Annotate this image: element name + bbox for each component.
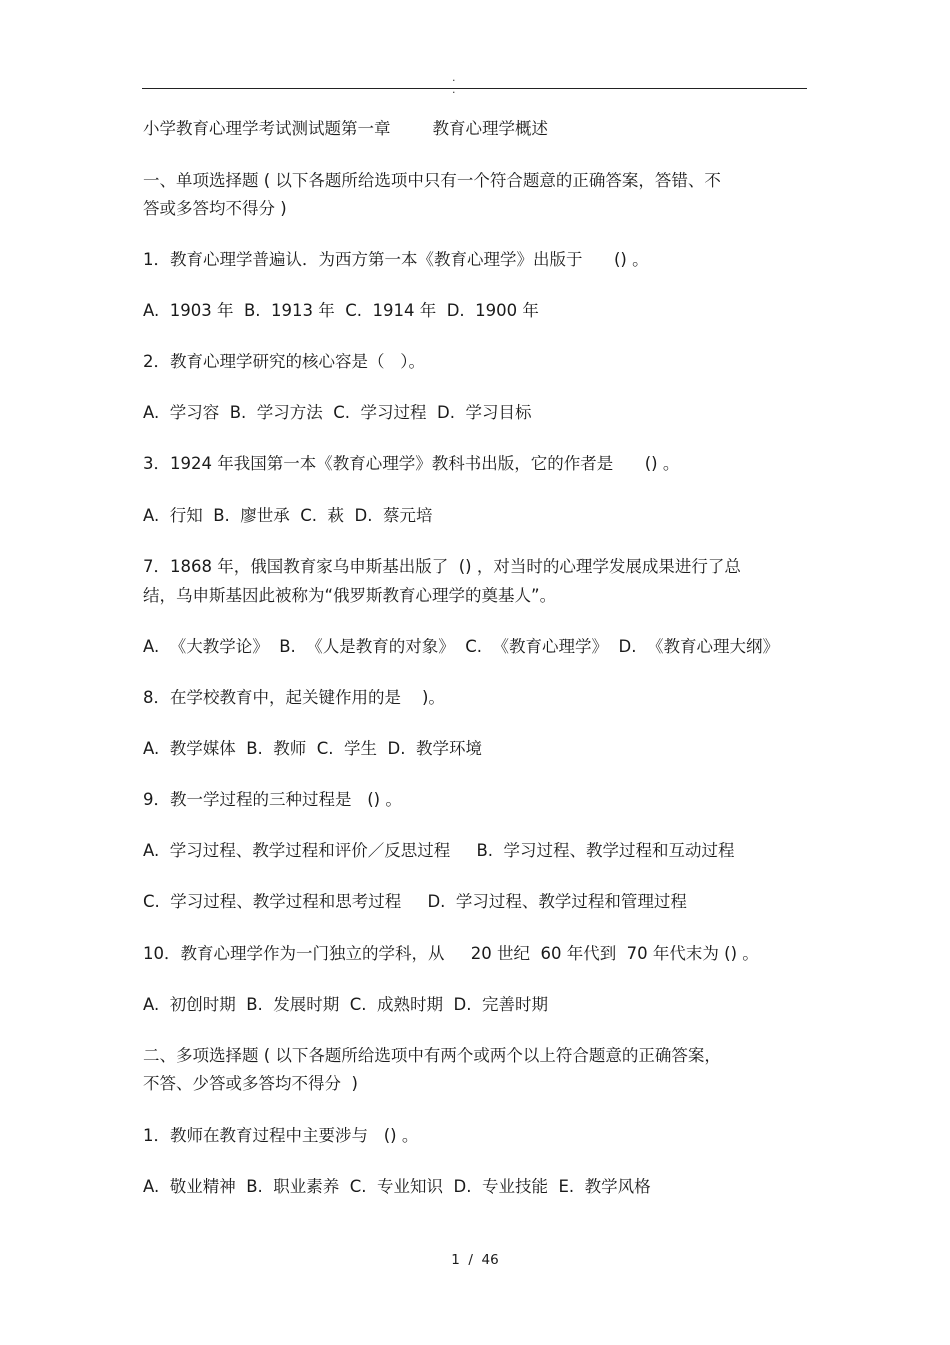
question-8: 8．在学校教育中，起关键作用的是 )。 [143, 688, 445, 707]
header-rule [142, 88, 807, 89]
page-header-dots: . . [452, 71, 470, 96]
question-9: 9．教一学过程的三种过程是 () 。 [143, 790, 402, 809]
options-3: A. 行知 B. 廖世承 C. 萩 D. 蔡元培 [143, 506, 433, 525]
question-10: 10．教育心理学作为一门独立的学科，从 20 世纪 60 年代到 70 年代末为 () 。 [143, 944, 759, 963]
section-heading-multi-choice-cont: 不答、少答或多答均不得分 ) [143, 1074, 358, 1093]
section-heading-single-choice-cont: 答或多答均不得分 ) [143, 199, 287, 218]
question-7: 7．1868 年，俄国教育家乌申斯基出版了 () ，对当时的心理学发展成果进行了总 [143, 557, 741, 576]
question-3: 3．1924 年我国第一本《教育心理学》教科书出版，它的作者是 () 。 [143, 454, 680, 473]
options-8: A. 教学媒体 B. 教师 C. 学生 D. 教学环境 [143, 739, 482, 758]
section-heading-multi-choice: 二、多项选择题 ( 以下各题所给选项中有两个或两个以上符合题意的正确答案， [143, 1046, 721, 1065]
question-7-cont: 结，乌申斯基因此被称为“俄罗斯教育心理学的奠基人”。 [143, 586, 557, 605]
question-2: 2．教育心理学研究的核心容是（ ）。 [143, 352, 425, 371]
options-1: A. 1903 年 B. 1913 年 C. 1914 年 D. 1900 年 [143, 301, 539, 320]
options-9-ab: A. 学习过程、教学过程和评价／反思过程 B. 学习过程、教学过程和互动过程 [143, 841, 735, 860]
options-2: A. 学习容 B. 学习方法 C. 学习过程 D. 学习目标 [143, 403, 532, 422]
question-1: 1．教育心理学普遍认．为西方第一本《教育心理学》出版于 () 。 [143, 250, 649, 269]
document-title: 小学教育心理学考试测试题第一章 教育心理学概述 [143, 119, 548, 138]
options-9-cd: C. 学习过程、教学过程和思考过程 D. 学习过程、教学过程和管理过程 [143, 892, 687, 911]
multi-question-1: 1．教师在教育过程中主要涉与 () 。 [143, 1126, 419, 1145]
multi-options-1: A. 敬业精神 B. 职业素养 C. 专业知识 D. 专业技能 E. 教学风格 [143, 1177, 651, 1196]
options-7: A. 《大教学论》 B. 《人是教育的对象》 C. 《教育心理学》 D. 《教育心理大纲》 [143, 637, 779, 656]
section-heading-single-choice: 一、单项选择题 ( 以下各题所给选项中只有一个符合题意的正确答案，答错、不 [143, 171, 721, 190]
options-10: A. 初创时期 B. 发展时期 C. 成熟时期 D. 完善时期 [143, 995, 548, 1014]
page-number: 1 / 46 [451, 1252, 499, 1268]
